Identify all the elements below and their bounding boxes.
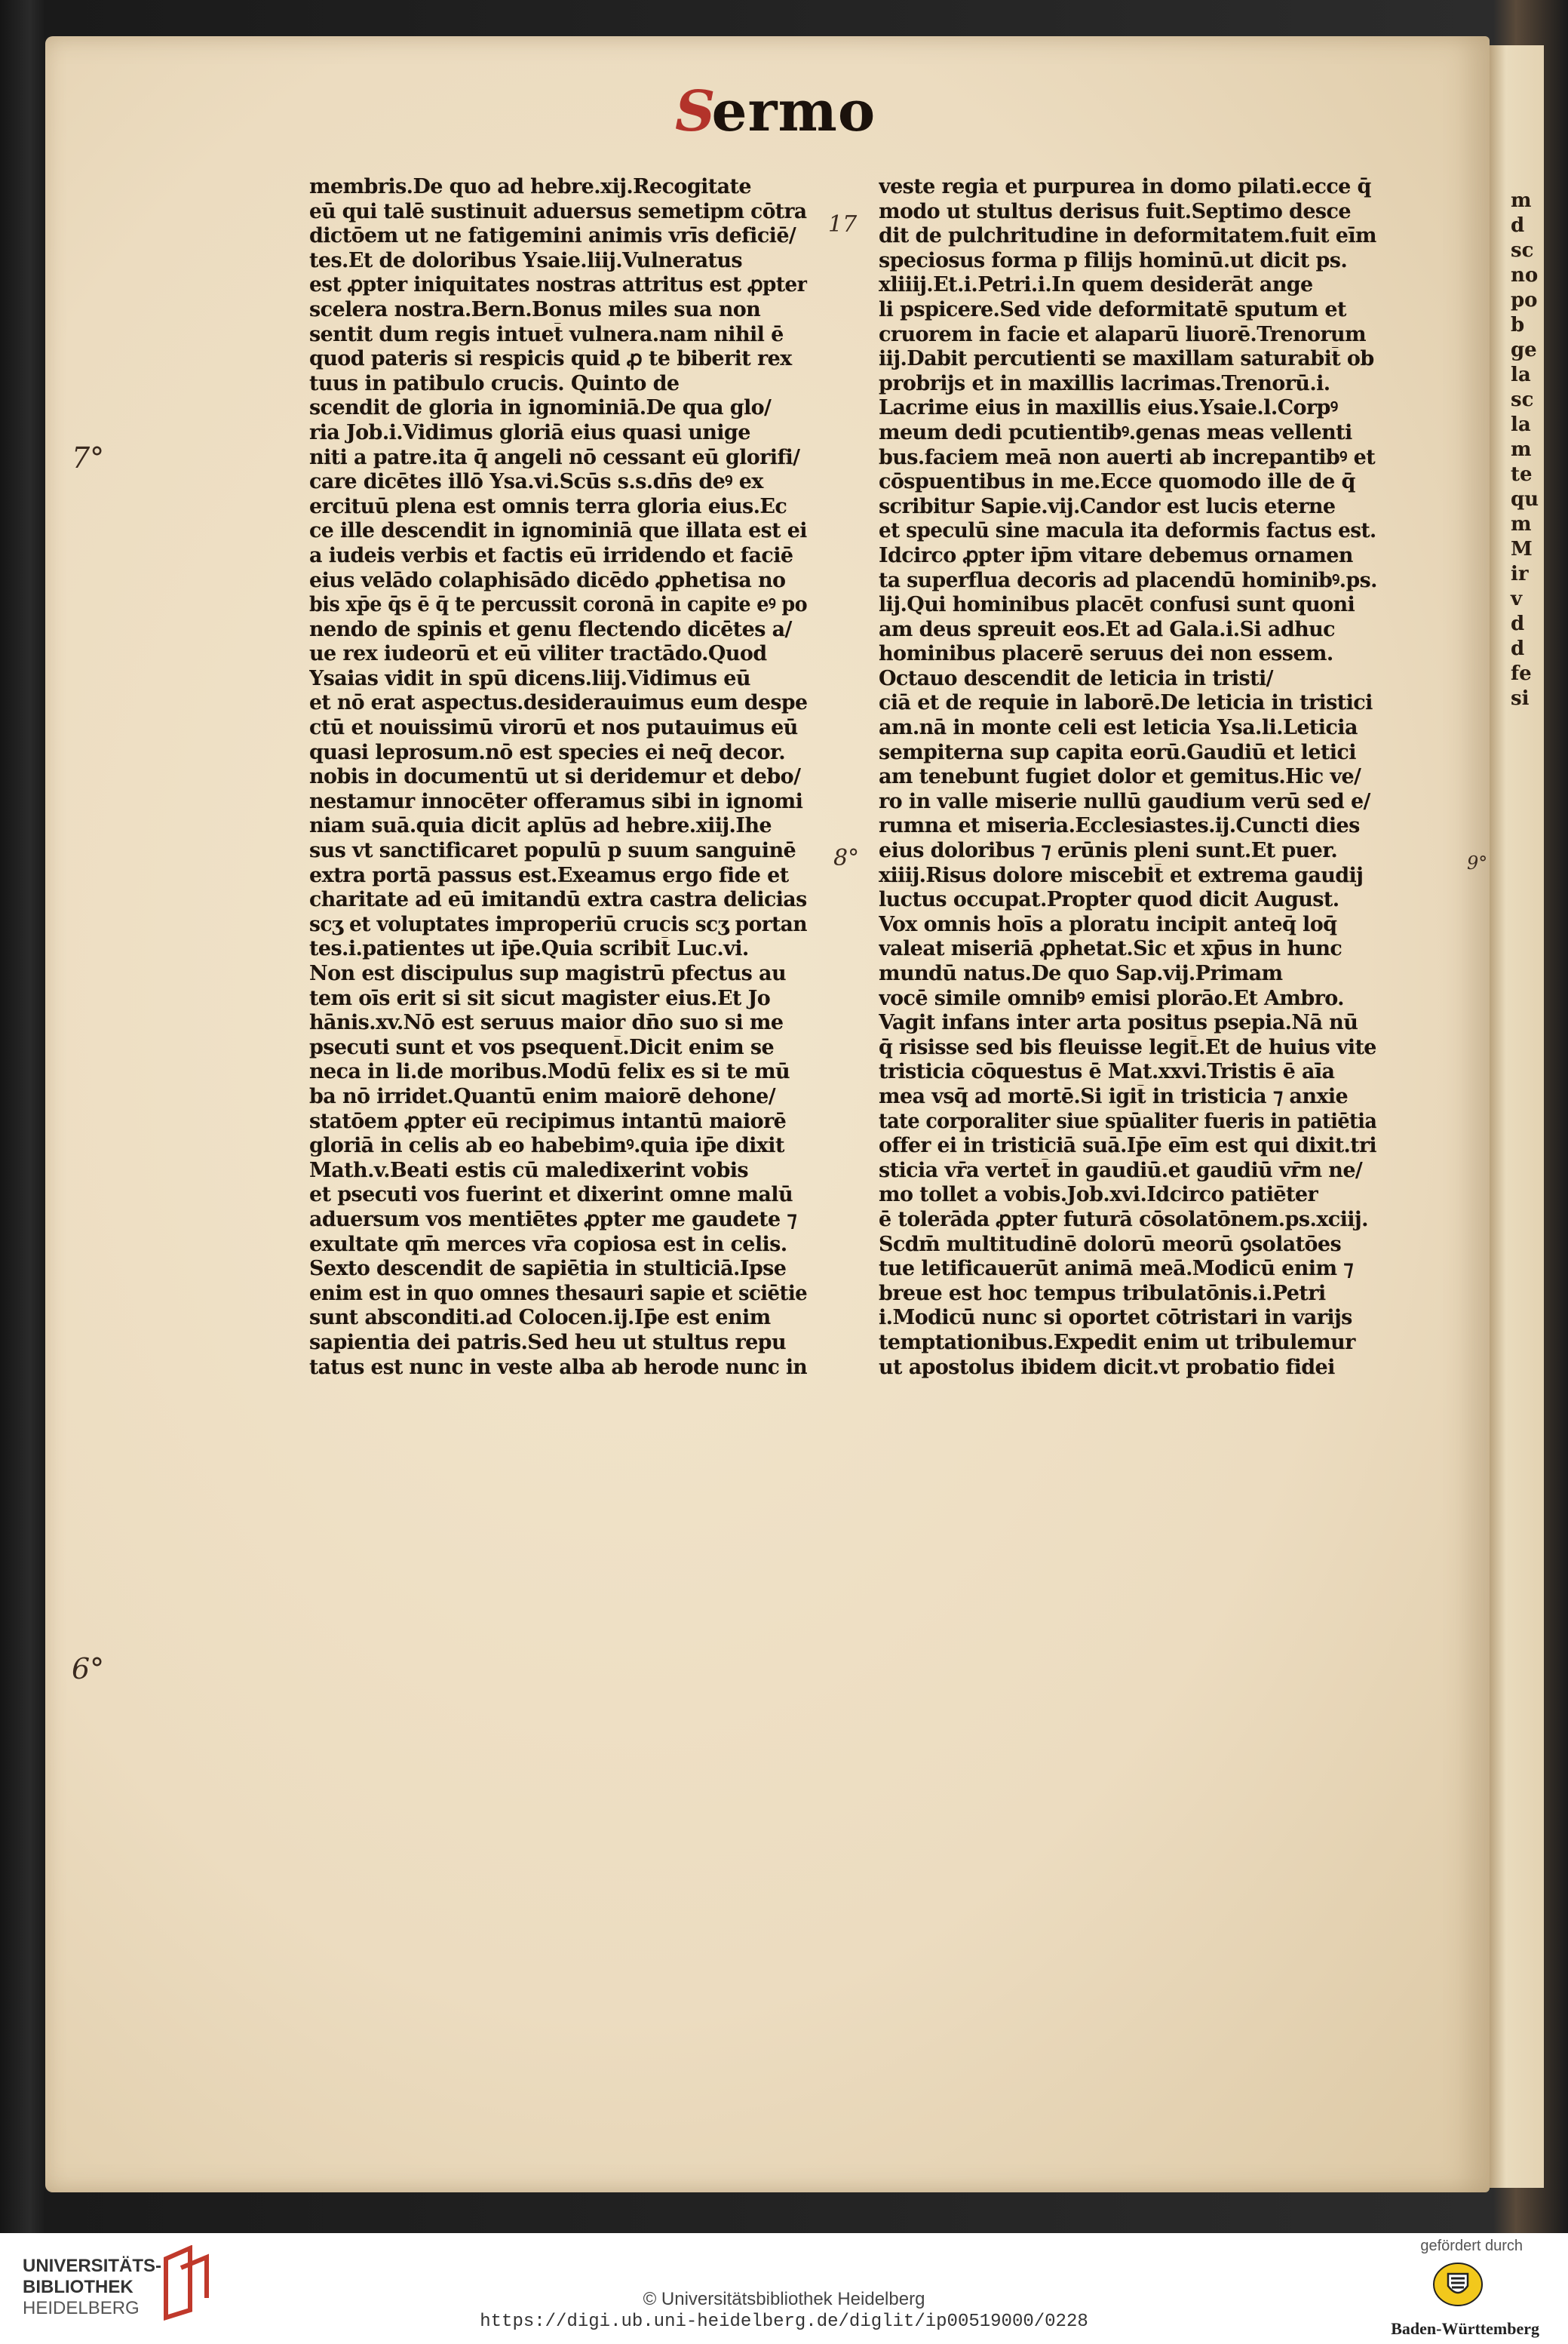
text-line: eū qui talē sustinuit aduersus semetipm cōtra [309,199,807,223]
text-line: ba nō irridet.Quantū enim maiorē dehone/ [309,1084,776,1108]
text-line: eius velādo colaphisādo dicēdo ꝓphetisa no [309,568,786,592]
text-line: et nō erat aspectus.desiderauimus eum despe [309,691,808,715]
text-line: dit de pulchritudine in deformitatem.fuit eīm [879,224,1376,248]
text-line: niti a patre.ita q̄ angeli nō cessant eū glorifi/ [309,445,800,469]
text-line: quod pateris si respicis quid ꝓ te biberit rex [309,347,792,371]
marginal-note-left-2: 6° [72,1652,105,1685]
text-line: valeat miseriā ꝓphetat.Sic et xp̄us in hunc [879,937,1342,961]
text-line: sapientia dei patris.Sed heu ut stultus repu [309,1330,786,1354]
text-line: quasi leprosum.nō est species ei neq̄ decor. [309,740,786,764]
text-line: li pspicere.Sed vide deformitatē sputum et [879,297,1346,321]
text-line: tuus in patibulo crucis. Quinto de [309,371,680,395]
text-line: scendit de gloria in ignominiā.De qua glo/ [309,396,772,420]
text-line: et speculū sine macula ita deformis factus est. [879,519,1376,543]
text-line: sentit dum regis intuet̄ vulnera.nam nihil ē [309,322,784,346]
copyright-notice: © Universitätsbibliothek Heidelberg [643,2289,925,2309]
text-line: temptationibus.Expedit enim ut tribulemur [879,1330,1355,1354]
text-line: Sexto descendit de sapiētia in stulticiā.Ipse [309,1257,787,1281]
left-text-column [309,175,807,1380]
text-line: ercituū plena est omnis terra gloria eius.Ec [309,494,787,518]
text-line: Non est discipulus sup magistrū pfectus au [309,962,786,985]
text-line: luctus occupat.Propter quod dicit August. [879,888,1339,912]
text-line: tue letificauerūt animā meā.Modicū enim ⁊ [879,1257,1354,1281]
text-line: cōspuentibus in me.Ecce quomodo ille de q̄ [879,470,1355,494]
next-page-edge [1490,45,1544,2188]
library-name-line-2: BIBLIOTHEK [23,2277,133,2297]
text-line: et psecuti vos fuerint et dixerint omne malū [309,1183,793,1207]
text-line: ue rex iudeorū et eū viliter tractādo.Quod [309,642,767,666]
next-page-text-fragments: m d sc no po b ge la sc la m te qu m M ir v d d fe si [1511,189,1539,710]
text-line: mundū natus.De quo Sap.vij.Primam [879,962,1283,985]
text-line: ro in valle miserie nullū gaudium verū sed e/ [879,789,1370,813]
text-line: nobis in documentū ut si deridemur et debo/ [309,765,801,789]
text-line: Lacrime eius in maxillis eius.Ysaie.l.Corpꝰ [879,396,1338,420]
text-line: sus vt sanctificaret populū p suum sanguinē [309,839,796,863]
running-head-rest: ermo [711,79,876,144]
text-line: a iudeis verbis et factis eū irridendo et faciē [309,543,793,567]
sponsor-label: gefördert durch [1420,2238,1523,2254]
marginal-note-right-1: 9° [1467,853,1488,874]
library-name-line-3: HEIDELBERG [23,2298,140,2318]
text-line: Math.v.Beati estis cū maledixerint vobis [309,1158,748,1182]
text-line: q̄ risisse sed bis fleuisse legit̄.Et de huius vite [879,1035,1376,1059]
text-line: breue est hoc tempus tribulatōnis.i.Petri [879,1281,1326,1305]
text-line: tem oīs erit si sit sicut magister eius.Et Jo [309,986,771,1010]
text-line: veste regia et purpurea in domo pilati.ecce q̄ [879,175,1371,198]
text-line: Ysaias vidit in spū dicens.liij.Vidimus eū [309,666,750,690]
text-line: statōem ꝓpter eū recipimus intantū maiorē [309,1109,787,1133]
text-line: i.Modicū nunc si oportet cōtristari in varijs [879,1306,1352,1330]
text-line: Vox omnis hoīs a ploratu incipit anteq̄ loq̄ [879,912,1337,936]
text-line: hānis.xv.Nō est seruus maior dn̄o suo si me [309,1011,784,1035]
text-line: xliiij.Et.i.Petri.i.In quem desiderāt ange [879,273,1313,297]
text-line: ciā et de requie in laborē.De leticia in tristici [879,691,1373,715]
text-line: membris.De quo ad hebre.xij.Recogitate [309,175,751,198]
text-line: Octauo descendit de leticia in tristi/ [879,666,1273,690]
text-line: gloriā in celis ab eo habebimꝰ.quia ip̄e dixit [309,1134,784,1158]
text-line: scelera nostra.Bern.Bonus miles sua non [309,297,761,321]
running-head [675,79,876,144]
text-line: tate corporaliter siue spūaliter fueris in patiētia [879,1109,1376,1133]
text-line: cruorem in facie et alaparū liuorē.Trenorum [879,322,1367,346]
text-line: sticia vr̄a vertet̄ in gaudiū.et gaudiū vr̄m ne/ [879,1158,1363,1182]
text-line: enim est in quo omnes thesauri sapie et sciētie [309,1281,807,1305]
text-line: nestamur innocēter offeramus sibi in ignomi [309,789,803,813]
sponsor-name: Baden-Württemberg [1391,2319,1539,2338]
text-line: speciosus forma p filijs hominū.ut dicit ps. [879,248,1348,272]
text-line: Vagit infans inter arta positus psepia.Nā nū [879,1011,1358,1035]
text-line: probrijs et in maxillis lacrimas.Trenorū.i. [879,371,1330,395]
text-line: am deus spreuit eos.Et ad Gala.i.Si adhuc [879,617,1335,641]
text-line: exultate qm̄ merces vr̄a copiosa est in celis. [309,1232,787,1256]
text-line: meum dedi pcutientibꝰ.genas meas vellenti [879,420,1352,444]
text-line: xiiij.Risus dolore miscebit̄ et extrema gaudij [879,863,1364,887]
text-line: tatus est nunc in veste alba ab herode nunc in [309,1355,808,1379]
text-line: scʒ et voluptates improperiū crucis scʒ portan [309,912,807,936]
text-line: nendo de spinis et genu flectendo dicētes a/ [309,617,792,641]
text-line: care dicētes illō Ysa.vi.Scūs s.s.dn̄s deꝰ ex [309,470,763,494]
text-line: neca in li.de moribus.Modū felix es si te mū [309,1060,790,1084]
text-line: aduersum vos mentiētes ꝓpter me gaudete ⁊ [309,1207,797,1231]
text-line: sempiterna sup capita eorū.Gaudiū et letici [879,740,1356,764]
text-line: mo tollet a vobis.Job.xvi.Idcirco patiēter [879,1183,1318,1207]
text-line: Scdm̄ multitudinē dolorū meorū ꝯsolatōes [879,1232,1342,1256]
library-name-line-1: UNIVERSITÄTS- [23,2256,162,2276]
text-line: scribitur Sapie.vij.Candor est lucis eterne [879,494,1336,518]
viewer-footer [0,2233,1568,2344]
text-line: niam suā.quia dicit aplūs ad hebre.xiij.Ihe [309,814,772,838]
text-line: charitate ad eū imitandū extra castra delicias [309,888,807,912]
text-line: dictōem ut ne fatigemini animis vrīs deficiē/ [309,224,796,248]
text-line: offer ei in tristiciā suā.Ip̄e eīm est qui dixit.tri [879,1134,1376,1158]
text-line: ta superflua decoris ad placendū hominibꝰ.ps. [879,568,1377,592]
text-line: mea vsq̄ ad mortē.Si igit̄ in tristicia ⁊ anxie [879,1084,1349,1108]
text-line: modo ut stultus derisus fuit.Septimo desce [879,199,1351,223]
text-line: tes.i.patientes ut ip̄e.Quia scribit̄ Luc.vi. [309,937,749,961]
text-line: vocē simile omnibꝰ emisi plorāo.Et Ambro. [879,986,1344,1010]
text-line: ctū et nouissimū virorū et nos putauimus eū [309,716,798,740]
text-line: ut apostolus ibidem dicit.vt probatio fidei [879,1355,1335,1379]
text-line: ria Job.i.Vidimus gloriā eius quasi unige [309,420,750,444]
marginal-note-left-1: 7° [72,441,105,475]
running-head-initial: S [675,79,716,144]
state-emblem-icon [1431,2260,1484,2309]
text-line: ē tolerāda ꝓpter futurā cōsolatōnem.ps.xciij. [879,1207,1368,1231]
text-line: bis xp̄e q̄s ē q̄ te percussit coronā in capite eꝰ po [309,593,808,617]
marginal-note-center-1: 17 [828,211,858,238]
text-line: iij.Dabit percutienti se maxillam saturabit̄ ob [879,347,1374,371]
right-text-column [879,175,1376,1380]
text-line: hominibus placerē seruus dei non essem. [879,642,1333,666]
text-line: am.nā in monte celi est leticia Ysa.li.Leticia [879,716,1358,740]
marginal-note-center-2: 8° [833,845,860,871]
text-line: sunt absconditi.ad Colocen.ij.Ip̄e est enim [309,1306,771,1330]
text-line: tes.Et de doloribus Ysaie.liij.Vulneratus [309,248,742,272]
text-line: est ꝓpter iniquitates nostras attritus est ꝓpter [309,273,807,297]
text-line: extra portā passus est.Exeamus ergo fide et [309,863,789,887]
text-line: psecuti sunt et vos psequent̄.Dicit enim se [309,1035,775,1059]
text-line: ce ille descendit in ignominiā que illata est ei [309,519,807,543]
text-line: tristicia cōquestus ē Mat.xxvi.Tristis ē aīa [879,1060,1335,1084]
text-line: Idcirco ꝓpter ip̄m vitare debemus ornamen [879,543,1353,567]
text-line: bus.faciem meā non auerti ab increpantibꝰ et [879,445,1376,469]
text-line: eius doloribus ⁊ erūnis pleni sunt.Et puer. [879,839,1338,863]
text-line: lij.Qui hominibus placēt confusi sunt quoni [879,593,1355,617]
text-line: rumna et miseria.Ecclesiastes.ij.Cuncti dies [879,814,1360,838]
permalink-url[interactable]: https://digi.ub.uni-heidelberg.de/diglit/ip00519000/0228 [480,2312,1088,2332]
text-line: am tenebunt fugiet dolor et gemitus.Hic ve/ [879,765,1361,789]
